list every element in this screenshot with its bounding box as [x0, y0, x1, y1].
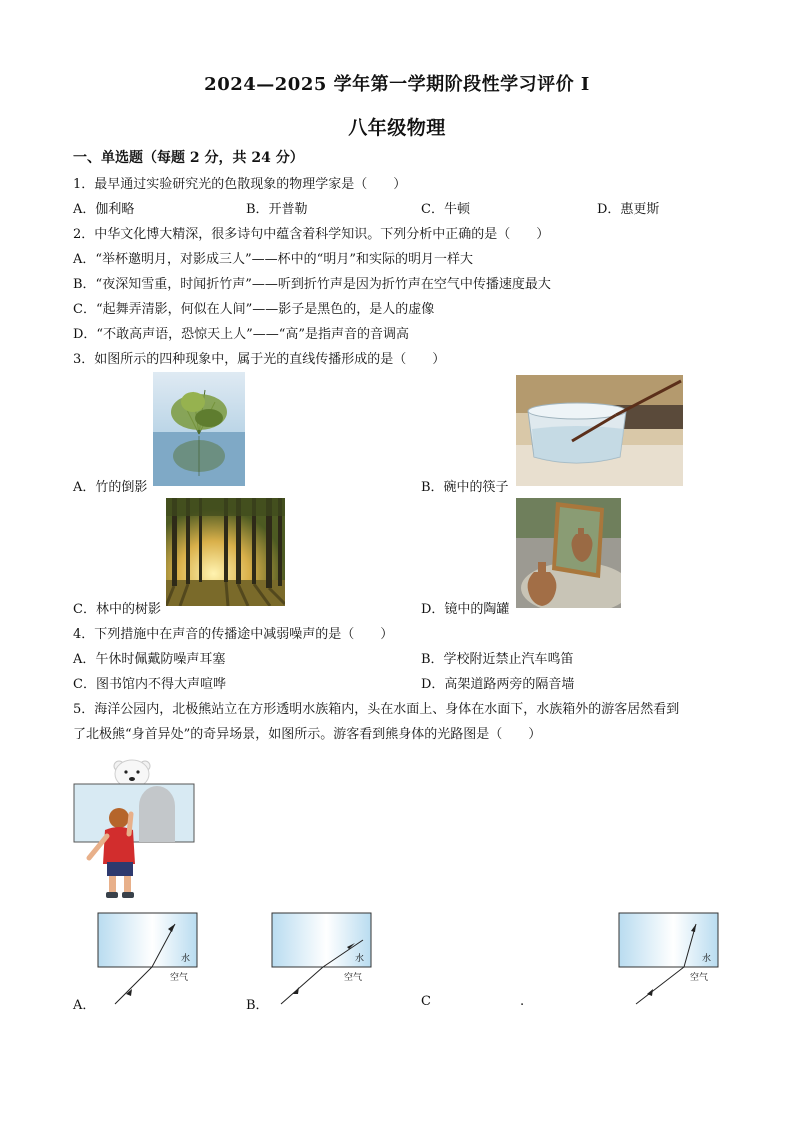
q4-option-b: B．学校附近禁止汽车鸣笛 [421, 652, 574, 667]
question-1-stem: 1．最早通过实验研究光的色散现象的物理学家是（ ） [73, 177, 407, 192]
q4-option-d: D．高架道路两旁的隔音墙 [421, 677, 575, 692]
bamboo-reflection-image [153, 372, 245, 486]
q3-option-d: D．镜中的陶罐 [421, 602, 510, 617]
q2-option-b: B．“夜深知雪重，时闻折竹声”——听到折竹声是因为折竹声在空气中传播速度最大 [73, 277, 551, 292]
question-5-stem-line2: 了北极熊“身首异处”的奇异场景，如图所示。游客看到熊身体的光路图是（ ） [73, 727, 542, 742]
diagram-d-water-label: 水 [702, 954, 712, 964]
q5-option-c: C [421, 994, 431, 1009]
q2-option-c: C．“起舞弄清影，何似在人间”——影子是黑色的，是人的虚像 [73, 302, 435, 317]
chopsticks-bowl-image [516, 375, 683, 486]
q1-option-d: D．惠更斯 [597, 202, 660, 217]
q5-option-a: A． [73, 998, 96, 1013]
question-4-stem: 4．下列措施中在声音的传播途中减弱噪声的是（ ） [73, 627, 394, 642]
diagram-b-water-label: 水 [355, 954, 365, 964]
q1-option-a: A．伽利略 [73, 202, 135, 217]
page-title: 2024—2025 学年第一学期阶段性学习评价 Ⅰ [204, 74, 590, 95]
forest-shadow-image [166, 498, 285, 606]
section-heading: 一、单选题（每题 2 分，共 24 分） [73, 150, 304, 166]
mirror-pot-image [516, 498, 621, 608]
q4-option-c: C．图书馆内不得大声喧哗 [73, 677, 226, 692]
q4-option-a: A．午休时佩戴防噪声耳塞 [73, 652, 226, 667]
diagram-a-air-label: 空气 [170, 973, 189, 983]
diagram-a-water-label: 水 [181, 954, 191, 964]
question-2-stem: 2．中华文化博大精深，很多诗句中蕴含着科学知识。下列分析中正确的是（ ） [73, 227, 550, 242]
question-5-stem-line1: 5．海洋公园内，北极熊站立在方形透明水族箱内，头在水面上、身体在水面下，水族箱外的游客居然看到 [73, 702, 680, 717]
diagram-b-air-label: 空气 [344, 973, 363, 983]
bear-tank-illustration [73, 748, 198, 902]
q3-option-b: B．碗中的筷子 [421, 480, 509, 495]
diagram-d-air-label: 空气 [690, 973, 709, 983]
q3-option-a: A．竹的倒影 [73, 480, 148, 495]
q1-option-b: B．开普勒 [246, 202, 308, 217]
q5-option-b: B． [246, 998, 269, 1013]
q1-option-c: C．牛顿 [421, 202, 470, 217]
page-subtitle: 八年级物理 [348, 117, 446, 139]
q2-option-a: A．“举杯邀明月，对影成三人”——杯中的“明月”和实际的明月一样大 [73, 252, 473, 267]
q2-option-d: D．“不敢高声语，恐惊天上人”——“高”是指声音的音调高 [73, 327, 410, 342]
q3-option-c: C．林中的树影 [73, 602, 161, 617]
question-3-stem: 3．如图所示的四种现象中，属于光的直线传播形成的是（ ） [73, 352, 446, 367]
q5-option-d-dot: . [520, 994, 525, 1009]
